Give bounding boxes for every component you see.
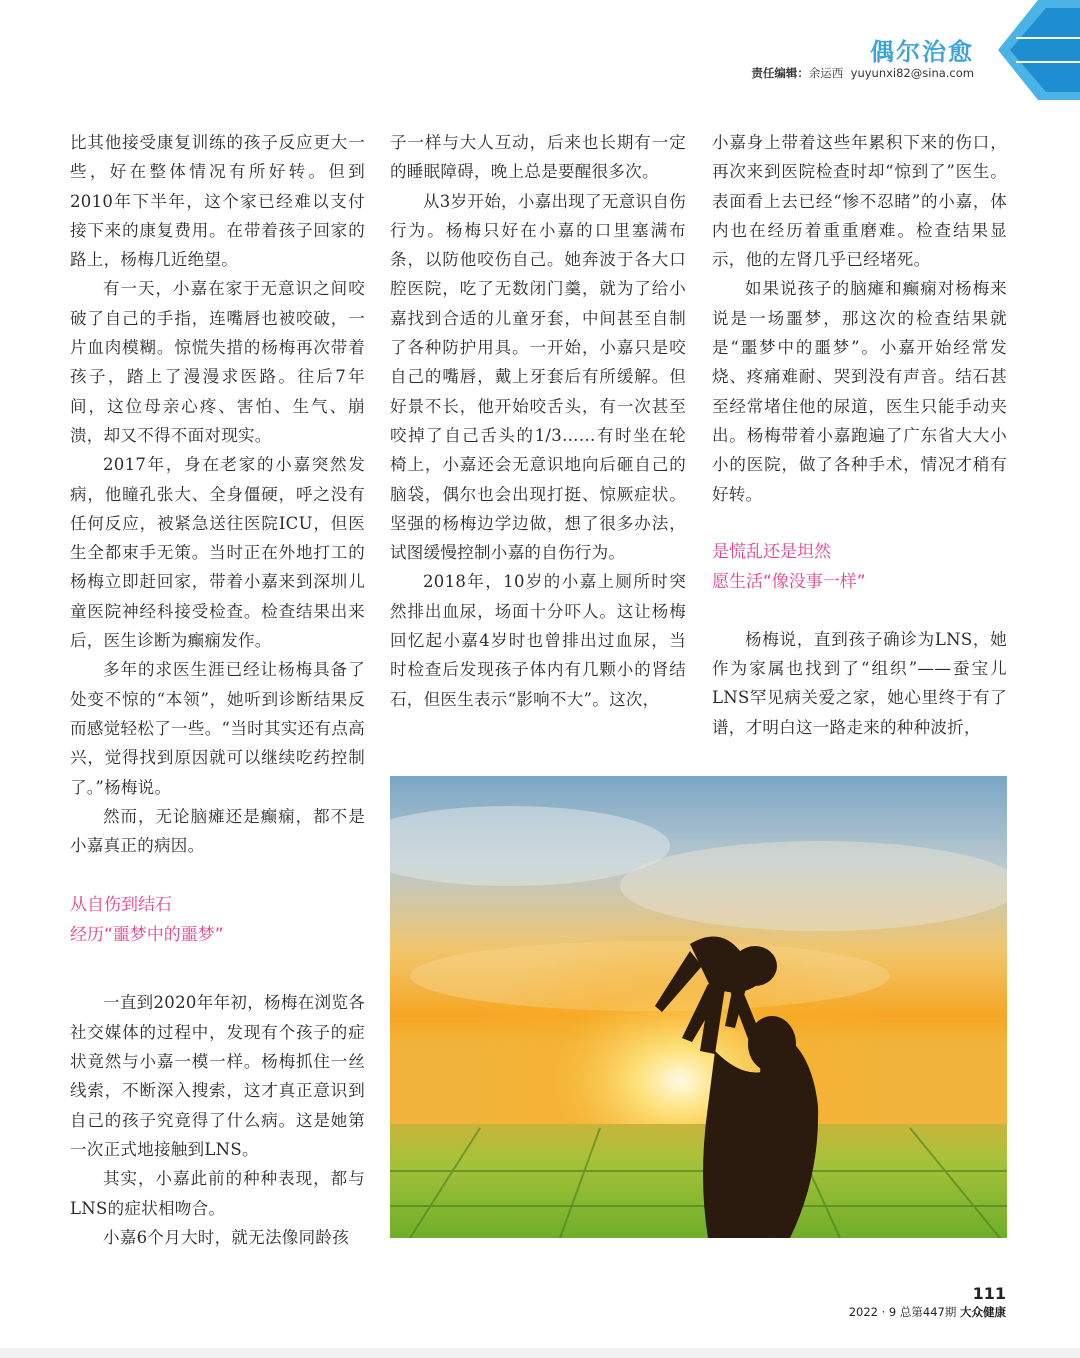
editor-credit [751, 65, 974, 81]
paragraph: 如果说孩子的脑瘫和癫痫对杨梅来说是一场噩梦，那这次的检查结果就是“噩梦中的噩梦”。小嘉开始经常发烧、疼痛难耐、哭到没有声音。结石甚至经常堵住他的尿道，医生只能手动夹出。杨梅带着小嘉跑遍了广东省大大小小的医院，做了各种手术，情况才稍有好转。 [712, 279, 1007, 504]
paragraph: 小嘉6个月大时，就无法像同龄孩 [103, 1227, 349, 1247]
paragraph: 从3岁开始，小嘉出现了无意识自伤行为。杨梅只好在小嘉的口里塞满布条，以防他咬伤自己。她奔波于各大口腔医院，吃了无数闭门羹，就为了给小嘉找到合适的儿童牙套，中间甚至自制了各种防护用具。一开始，小嘉只是咬自己的嘴唇，戴上牙套后有所缓解。但好景不长，他开始咬舌头，有一次甚至咬掉了自己舌头的1/3……有时坐在轮椅上，小嘉还会无意识地向后砸自己的脑袋，偶尔也会出现打挺、惊厥症状。坚强的杨梅边学边做，想了很多办法，试图缓慢控制小嘉的自伤行为。 [390, 191, 686, 563]
paragraph: 然而，无论脑瘫还是癫痫，都不是小嘉真正的病因。 [70, 806, 365, 856]
editor-name: 余运西 [808, 66, 844, 80]
magazine-name: 大众健康 [960, 1305, 1006, 1319]
paragraph: 2018年，10岁的小嘉上厕所时突然排出血尿，场面十分吓人。这让杨梅回忆起小嘉4岁时也曾排出过血尿，当时检查后发现孩子体内有几颗小的肾结石，但医生表示“影响不大”。这次， [390, 572, 686, 709]
paragraph: 子一样与大人互动，后来也长期有一定的睡眠障碍，晚上总是要醒很多次。 [390, 133, 686, 182]
sunset-mother-child-photo [390, 776, 1007, 1238]
paragraph: 比其他接受康复训练的孩子反应更大一些，好在整体情况有所好转。但到2010年下半年，这个家已经难以支付接下来的康复费用。在带着孩子回家的路上，杨梅几近绝望。 [70, 133, 365, 270]
page-number: 111 [972, 1284, 1006, 1303]
editor-label: 责任编辑： [751, 66, 809, 80]
editor-email: yuyunxi82@sina.com [850, 66, 974, 80]
issue-info [849, 1304, 1006, 1320]
paragraph: 有一天，小嘉在家于无意识之间咬破了自己的手指，连嘴唇也被咬破，一片血肉模糊。惊慌失措的杨梅再次带着孩子，踏上了漫漫求医路。往后7年间，这位母亲心疼、害怕、生气、崩溃，却又不得不面对现实。 [70, 279, 365, 445]
subheading-line: 从自伤到结石 [70, 895, 172, 916]
paragraph: 其实，小嘉此前的种种表现，都与LNS的症状相吻合。 [70, 1169, 365, 1218]
column-2 [390, 128, 686, 714]
subheading-line: 经历“噩梦中的噩梦” [70, 925, 224, 946]
paragraph: 多年的求医生涯已经让杨梅具备了处变不惊的“本领”，她听到诊断结果反而感觉轻松了一些。“当时其实还有点高兴，觉得找到原因就可以继续吃药控制了。”杨梅说。 [70, 660, 365, 797]
section-tab-graphic [998, 0, 1080, 100]
subheading-line: 是慌乱还是坦然 [712, 541, 831, 562]
subheading-line: 愿生活“像没事一样” [712, 571, 866, 592]
paragraph: 2017年，身在老家的小嘉突然发病，他瞳孔张大、全身僵硬，呼之没有任何反应，被紧急送往医院ICU，但医生全都束手无策。当时正在外地打工的杨梅立即赶回家，带着小嘉来到深圳儿童医院神经科接受检查。检查结果出来后，医生诊断为癫痫发作。 [70, 455, 365, 651]
issue-number: 2022 · 9 总第447期 [848, 1305, 957, 1319]
section-title: 偶尔治愈 [870, 38, 974, 66]
column-1 [70, 128, 365, 1252]
paragraph: 一直到2020年年初，杨梅在浏览各社交媒体的过程中，发现有个孩子的症状竟然与小嘉一模一样。杨梅抓住一丝线索，不断深入搜索，这才真正意识到自己的孩子究竟得了什么病。这是她第一次正式地接触到LNS。 [70, 993, 365, 1159]
bottom-edge [0, 1348, 1080, 1358]
column-3 [712, 128, 1007, 742]
paragraph: 杨梅说，直到孩子确诊为LNS，她作为家属也找到了“组织”——蚕宝儿LNS罕见病关爱之家，她心里终于有了谱，才明白这一路走来的种种波折， [712, 629, 1007, 737]
paragraph: 小嘉身上带着这些年累积下来的伤口，再次来到医院检查时却“惊到了”医生。表面看上去已经“惨不忍睹”的小嘉，体内也在经历着重重磨难。检查结果显示，他的左肾几乎已经堵死。 [712, 133, 1007, 270]
